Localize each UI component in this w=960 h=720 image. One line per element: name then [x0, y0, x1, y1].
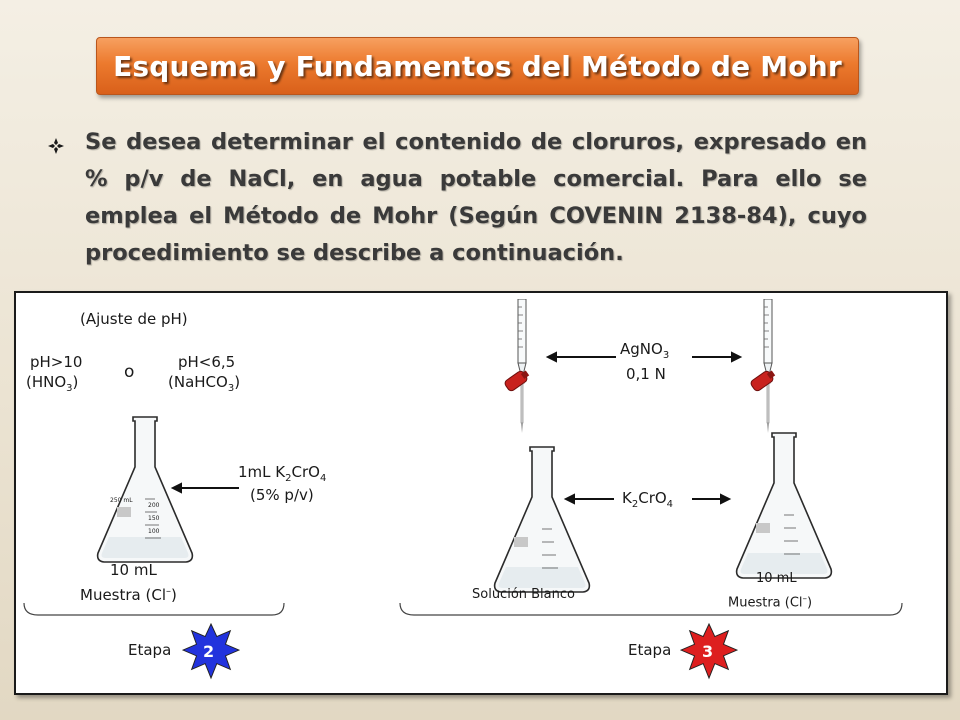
stage3-number: 3 [702, 642, 714, 661]
flask-mark-150: 150 [148, 515, 160, 522]
stage3-sample-label: Muestra (Cl–) [728, 594, 813, 611]
flask-mark-100: 100 [148, 528, 160, 535]
blank-label: Solución Blanco [472, 587, 575, 602]
ph-high-reagent: $(HNO_3)$ [26, 373, 79, 394]
page-title: Esquema y Fundamentos del Método de Mohr [113, 49, 842, 83]
stage2-indicator-label: 1mL $K_2CrO_4$ [238, 463, 327, 484]
right-burette [750, 299, 777, 433]
flask-capacity-label: 250 mL [110, 497, 133, 504]
intro-paragraph: Se desea determinar el contenido de cloruros, expresado en % p/v de NaCl, en agua potable comercial. Para ello se emplea el Método de Mohr (Según COVENIN 2138-84), cuyo procedimiento se describe a continuación. [85, 129, 867, 266]
ph-adjust-label: (Ajuste de pH) [80, 310, 188, 328]
diagram-graphics [16, 293, 946, 693]
stage2-sample-label: Muestra (Cl–) [80, 586, 177, 604]
stage2-label: Etapa [128, 641, 172, 659]
stage3-sample-volume: 10 mL [756, 571, 797, 586]
title-banner [96, 37, 859, 95]
sample-flask [737, 433, 832, 578]
ph-high-label: pH>10 [30, 353, 83, 371]
diagram-frame [14, 291, 948, 695]
diamond-bullet-icon [48, 138, 64, 154]
stage3-indicator-label: $K_2CrO_4$ [622, 489, 674, 510]
ph-low-reagent: (NaHCO$_3$) [168, 373, 241, 394]
left-burette [504, 299, 531, 433]
stage2-number: 2 [203, 642, 215, 661]
stage2-indicator-conc: (5% p/v) [250, 486, 314, 504]
ph-low-label: pH<6,5 [178, 353, 236, 371]
or-label: o [124, 362, 135, 382]
titrant-conc: 0,1 N [626, 365, 666, 383]
stage2-sample-volume: 10 mL [110, 561, 157, 579]
flask-mark-200: 200 [148, 502, 160, 509]
titrant-label: AgNO$_3$ [620, 340, 670, 361]
stage3-label: Etapa [628, 641, 672, 659]
blank-flask [495, 447, 590, 592]
